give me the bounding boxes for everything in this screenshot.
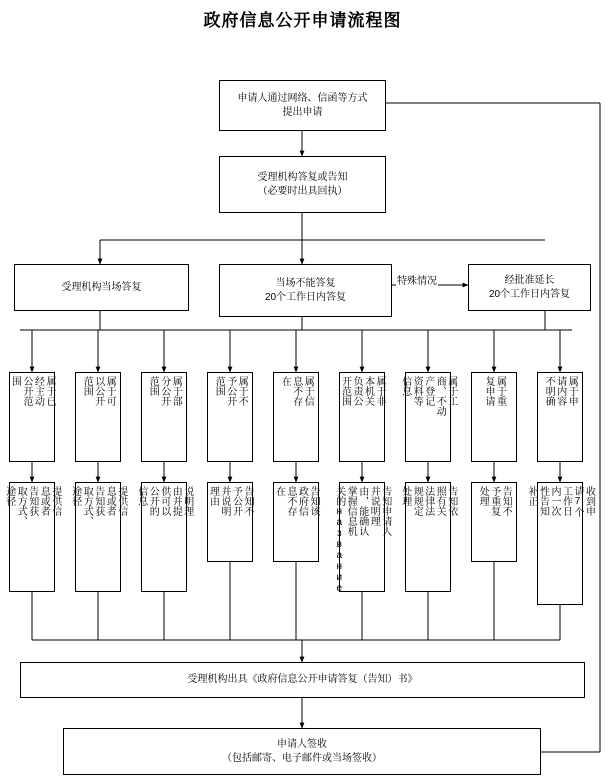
node-onsite-reply: 受理机构当场答复 [14, 264, 189, 311]
node-category-6: 属于非 本机关 负责公 开范围 [339, 372, 385, 462]
node-action-1: 提供信 息或者 告知获 取方式、 途径 [9, 482, 55, 592]
node-applicant-receipt: 申请人签收 （包括邮寄、电子邮件或当场签收） [63, 728, 541, 775]
node-action-9: 收到申 请7个 工作日 内一次 性告知 补正 [537, 482, 583, 605]
edge-label-special-case: 特殊情况 [396, 272, 438, 287]
node-action-7: 告知依 照有关 法律法 规规定 处理 [405, 482, 451, 592]
node-issue-reply-document: 受理机构出具《政府信息公开申请答复（告知）书》 [20, 662, 585, 698]
node-apply: 申请人通过网络、信函等方式 提出申请 [219, 80, 386, 131]
node-action-3: 说明理 由并提 供可以 公开的 信息 [141, 482, 187, 592]
node-category-9: 属于申 请内容 不明确 [537, 372, 583, 462]
node-category-2: 属于可 以公开 范围 [75, 372, 121, 462]
node-category-8: 属于重 复申请 [471, 372, 517, 462]
node-action-8: 告知不 予重复 处理 [471, 482, 517, 562]
node-category-4: 属于不 予公开 范围 [207, 372, 253, 462]
node-category-7: 属于工 商、不动 产登记 资料等 信息 [405, 372, 451, 462]
node-category-1: 属于已 经主动 公开范 围 [9, 372, 55, 462]
node-action-6: 告知申请人 并说明理 由，能确认 掌握信息机 关的название [339, 482, 385, 592]
page-title: 政府信息公开申请流程图 [203, 11, 402, 31]
node-not-onsite-reply: 当场不能答复 20个工作日内答复 [219, 264, 392, 317]
node-action-4: 告知不 予公开 并说明 理由 [207, 482, 253, 562]
node-category-5: 属于信 息不存 在 [273, 372, 319, 462]
node-accept: 受理机构答复或告知 （必要时出具回执） [219, 156, 386, 213]
node-action-5: 告知该 政府信 息不存 在 [273, 482, 319, 562]
node-category-3: 属于部 分公开 范围 [141, 372, 187, 462]
node-extended-reply: 经批准延长 20个工作日内答复 [468, 264, 591, 311]
node-action-2: 提供信 息或者 告知获 取方式、 途径 [75, 482, 121, 592]
